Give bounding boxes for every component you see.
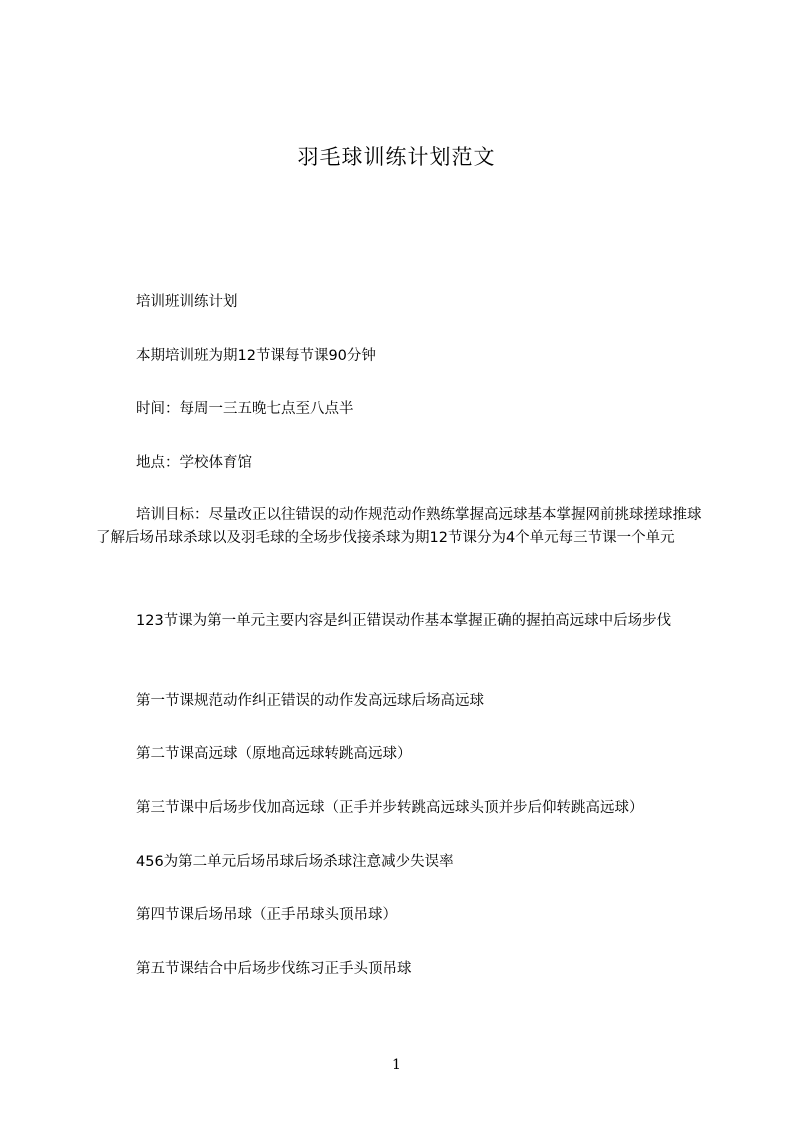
paragraph-training-goal: 培训目标：尽量改正以往错误的动作规范动作熟练掌握高远球基本掌握网前挑球搓球推球了解后场吊球杀球以及羽毛球的全场步伐接杀球为期12节课分为4个单元每三节课一个单元 <box>96 507 702 546</box>
page-number: 1 <box>392 1057 401 1073</box>
document-title: 羽毛球训练计划范文 <box>297 145 496 169</box>
paragraph-unit-one: 123节课为第一单元主要内容是纠正错误动作基本掌握正确的握拍高远球中后场步伐 <box>136 613 672 629</box>
paragraph-lesson-one: 第一节课规范动作纠正错误的动作发高远球后场高远球 <box>136 693 484 709</box>
paragraph-time: 时间：每周一三五晚七点至八点半 <box>136 401 354 417</box>
paragraph-training-plan: 培训班训练计划 <box>136 294 238 310</box>
paragraph-duration: 本期培训班为期12节课每节课90分钟 <box>136 348 376 364</box>
paragraph-lesson-three: 第三节课中后场步伐加高远球（正手并步转跳高远球头顶并步后仰转跳高远球） <box>136 800 644 816</box>
paragraph-lesson-four: 第四节课后场吊球（正手吊球头顶吊球） <box>136 907 397 923</box>
paragraph-lesson-five: 第五节课结合中后场步伐练习正手头顶吊球 <box>136 961 412 977</box>
paragraph-unit-two: 456为第二单元后场吊球后场杀球注意减少失误率 <box>136 854 454 870</box>
paragraph-location: 地点：学校体育馆 <box>136 455 252 471</box>
paragraph-lesson-two: 第二节课高远球（原地高远球转跳高远球） <box>136 746 412 762</box>
